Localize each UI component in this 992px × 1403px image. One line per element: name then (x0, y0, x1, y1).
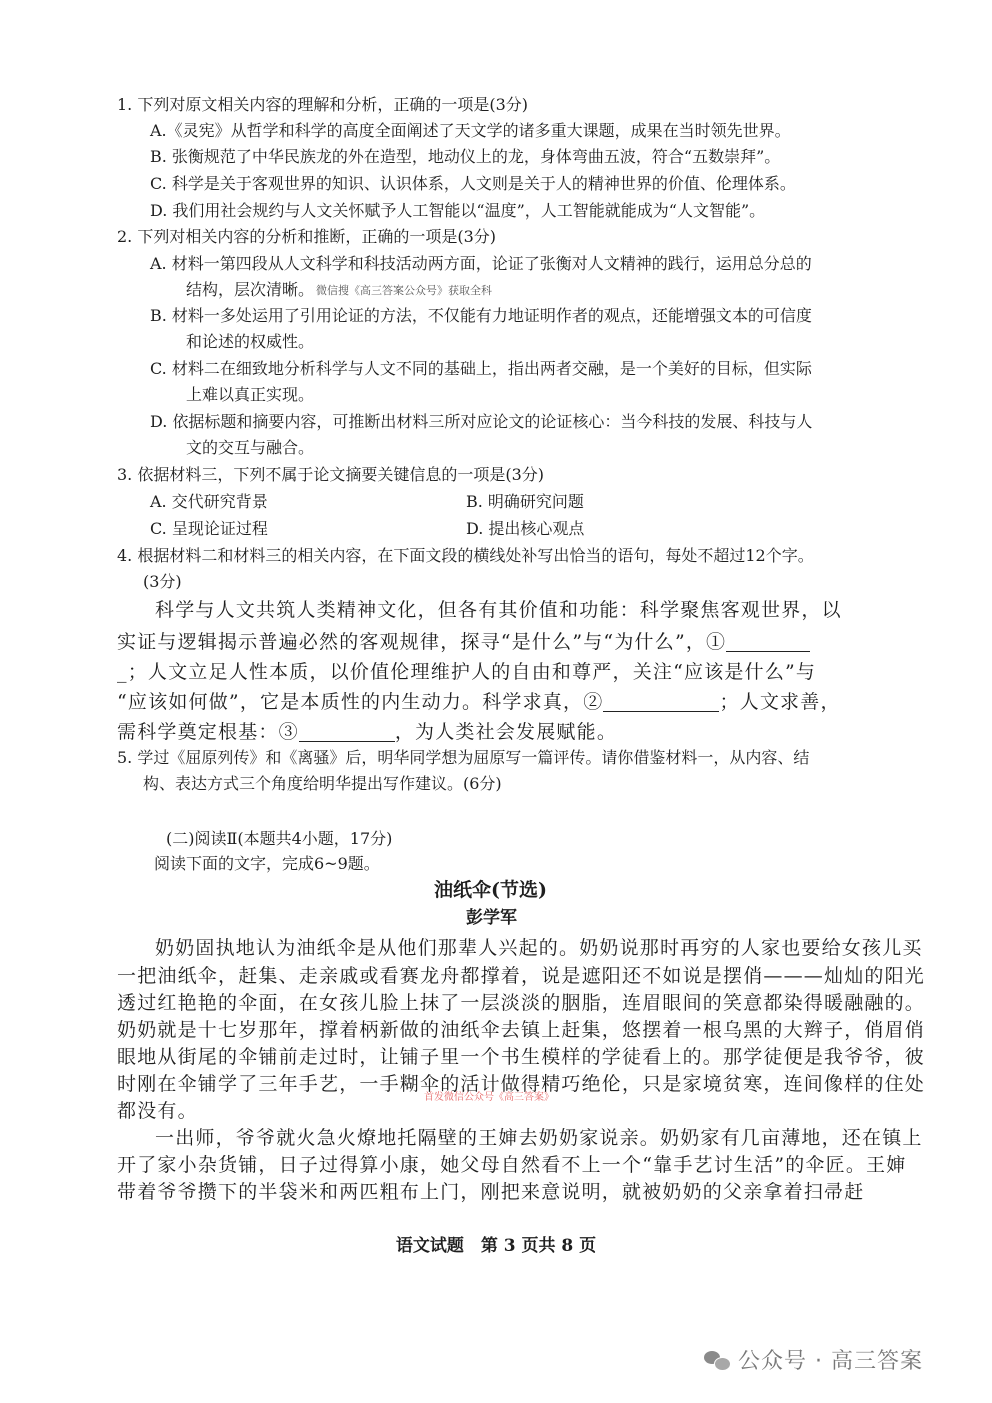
q3-option-c: C. 呈现论证过程 (150, 519, 268, 538)
story-line-2: 一把油纸伞，赶集、走亲戚或看赛龙舟都撑着，说是遮阳还不如说是摆俏———灿灿的阳光 (117, 965, 926, 987)
q2-option-c: C. 材料二在细致地分析科学与人文不同的基础上，指出两者交融，是一个美好的目标，但实际 (150, 359, 812, 378)
section-2-heading: (二)阅读Ⅱ(本题共4小题，17分) (166, 829, 393, 848)
q2-option-b: B. 材料一多处运用了引用论证的方法，不仅能有力地证明作者的观点，还能增强文本的可信度 (150, 306, 812, 325)
q2-option-c-cont: 上难以真正实现。 (186, 385, 315, 404)
q2-option-d: D. 依据标题和摘要内容，可推断出材料三所对应论文的论证核心：当今科技的发展、科技与人 (150, 412, 813, 431)
q3-stem: 3. 依据材料三，下列不属于论文摘要关键信息的一项是(3分) (117, 465, 545, 484)
q4-score: (3分) (143, 572, 182, 591)
watermark-text: 公众号 · 高三答案 (738, 1349, 923, 1374)
watermark-stamp-text: 微信搜《高三答案公众号》获取全科 (316, 284, 492, 297)
story-line-5: 眼地从街尾的伞铺前走过时，让铺子里一个书生模样的学徒看上的。那学徒便是我爷爷，彼 (117, 1046, 926, 1068)
q2-option-a-cont: 结构，层次清晰。 (186, 280, 315, 299)
story-line-7: 都没有。 (117, 1100, 198, 1122)
story-line-10: 带着爷爷攒下的半袋米和两匹粗布上门，刚把来意说明，就被奶奶的父亲拿着扫帚赶 (117, 1181, 865, 1203)
story-line-3: 透过红艳艳的伞面，在女孩儿脸上抹了一层淡淡的胭脂，连眉眼间的笑意都染得暖融融的。 (117, 992, 926, 1014)
story-line-4: 奶奶就是十七岁那年，撑着柄新做的油纸伞去镇上赶集，悠摆着一根乌黑的大辫子，俏眉俏 (117, 1019, 926, 1041)
wechat-watermark (704, 1344, 923, 1375)
q4-passage-line-2-text: 实证与逻辑揭示普遍必然的客观规律，探寻“是什么”与“为什么”，① (117, 631, 727, 653)
q2-option-b-cont: 和论述的权威性。 (186, 332, 315, 351)
answer-blank-2[interactable] (603, 691, 719, 712)
q1-option-c: C. 科学是关于客观世界的知识、认识体系，人文则是关于人的精神世界的价值、伦理体系。 (150, 174, 796, 193)
q4-passage-line-5 (117, 719, 617, 745)
story-line-6: 时刚在伞铺学了三年手艺，一手糊伞的活计做得精巧绝伦，只是家境贫寒，连间像样的住处 (117, 1073, 926, 1095)
q3-option-d: D. 提出核心观点 (466, 519, 585, 538)
q4-stem: 4. 根据材料二和材料三的相关内容，在下面文段的横线处补写出恰当的语句，每处不超过12个字。 (117, 546, 814, 565)
story-author: 彭学军 (466, 908, 517, 928)
q2-option-d-cont: 文的交互与融合。 (186, 438, 315, 457)
q5-line-1: 5. 学过《屈原列传》和《离骚》后，明华同学想为屈原写一篇评传。请你借鉴材料一，从内容、结 (117, 748, 810, 767)
watermark-red-stamp: 首发微信公众号《高三答案》 (424, 1092, 554, 1103)
answer-blank-3[interactable] (299, 721, 395, 742)
answer-blank-1[interactable] (726, 631, 810, 652)
page-footer: 语文试题 第 3 页共 8 页 (395, 1236, 597, 1256)
story-line-8: 一出师，爷爷就火急火燎地托隔壁的王婶去奶奶家说亲。奶奶家有几亩薄地，还在镇上 (155, 1127, 923, 1149)
q2-stem: 2. 下列对相关内容的分析和推断，正确的一项是(3分) (117, 227, 497, 246)
story-line-1: 奶奶固执地认为油纸伞是从他们那辈人兴起的。奶奶说那时再穷的人家也要给女孩儿买 (155, 937, 923, 959)
q3-option-a: A. 交代研究背景 (150, 492, 268, 511)
story-title: 油纸伞(节选) (434, 879, 547, 901)
q5-line-2: 构、表达方式三个角度给明华提出写作建议。(6分) (143, 774, 502, 793)
q1-option-b: B. 张衡规范了中华民族龙的外在造型，地动仪上的龙，身体弯曲五波，符合“五数崇拜”。 (150, 147, 781, 166)
wechat-icon (704, 1349, 730, 1371)
q4-passage-line-5-tail: ，为人类社会发展赋能。 (394, 721, 618, 743)
q4-passage-line-3: _；人文立足人性本质，以价值伦理维护人的自由和尊严，关注“应该是什么”与 (117, 661, 817, 683)
q4-passage-line-4-text: “应该如何做”，它是本质性的内生动力。科学求真，② (117, 691, 604, 713)
section-2-instruction: 阅读下面的文字，完成6~9题。 (154, 854, 380, 873)
q4-passage-line-5-text: 需科学奠定根基：③ (117, 721, 299, 743)
q4-passage-line-4 (117, 689, 841, 715)
q1-option-d: D. 我们用社会规约与人文关怀赋予人工智能以“温度”，人工智能就能成为“人文智能”。 (150, 201, 766, 220)
q4-passage-line-1: 科学与人文共筑人类精神文化，但各有其价值和功能：科学聚焦客观世界，以 (155, 599, 842, 621)
q4-passage-line-2 (117, 629, 810, 655)
q1-stem: 1. 下列对原文相关内容的理解和分析，正确的一项是(3分) (117, 95, 529, 114)
story-line-9: 开了家小杂货铺，日子过得算小康，她父母自然看不上一个“靠手艺讨生活”的伞匠。王婶 (117, 1154, 907, 1176)
q1-option-a: A.《灵宪》从哲学和科学的高度全面阐述了天文学的诸多重大课题，成果在当时领先世界。 (150, 121, 791, 140)
q4-passage-line-4-tail: ；人文求善， (719, 691, 841, 713)
q2-option-a: A. 材料一第四段从人文科学和科技活动两方面，论证了张衡对人文精神的践行，运用总分总的 (150, 254, 812, 273)
q3-option-b: B. 明确研究问题 (466, 492, 584, 511)
